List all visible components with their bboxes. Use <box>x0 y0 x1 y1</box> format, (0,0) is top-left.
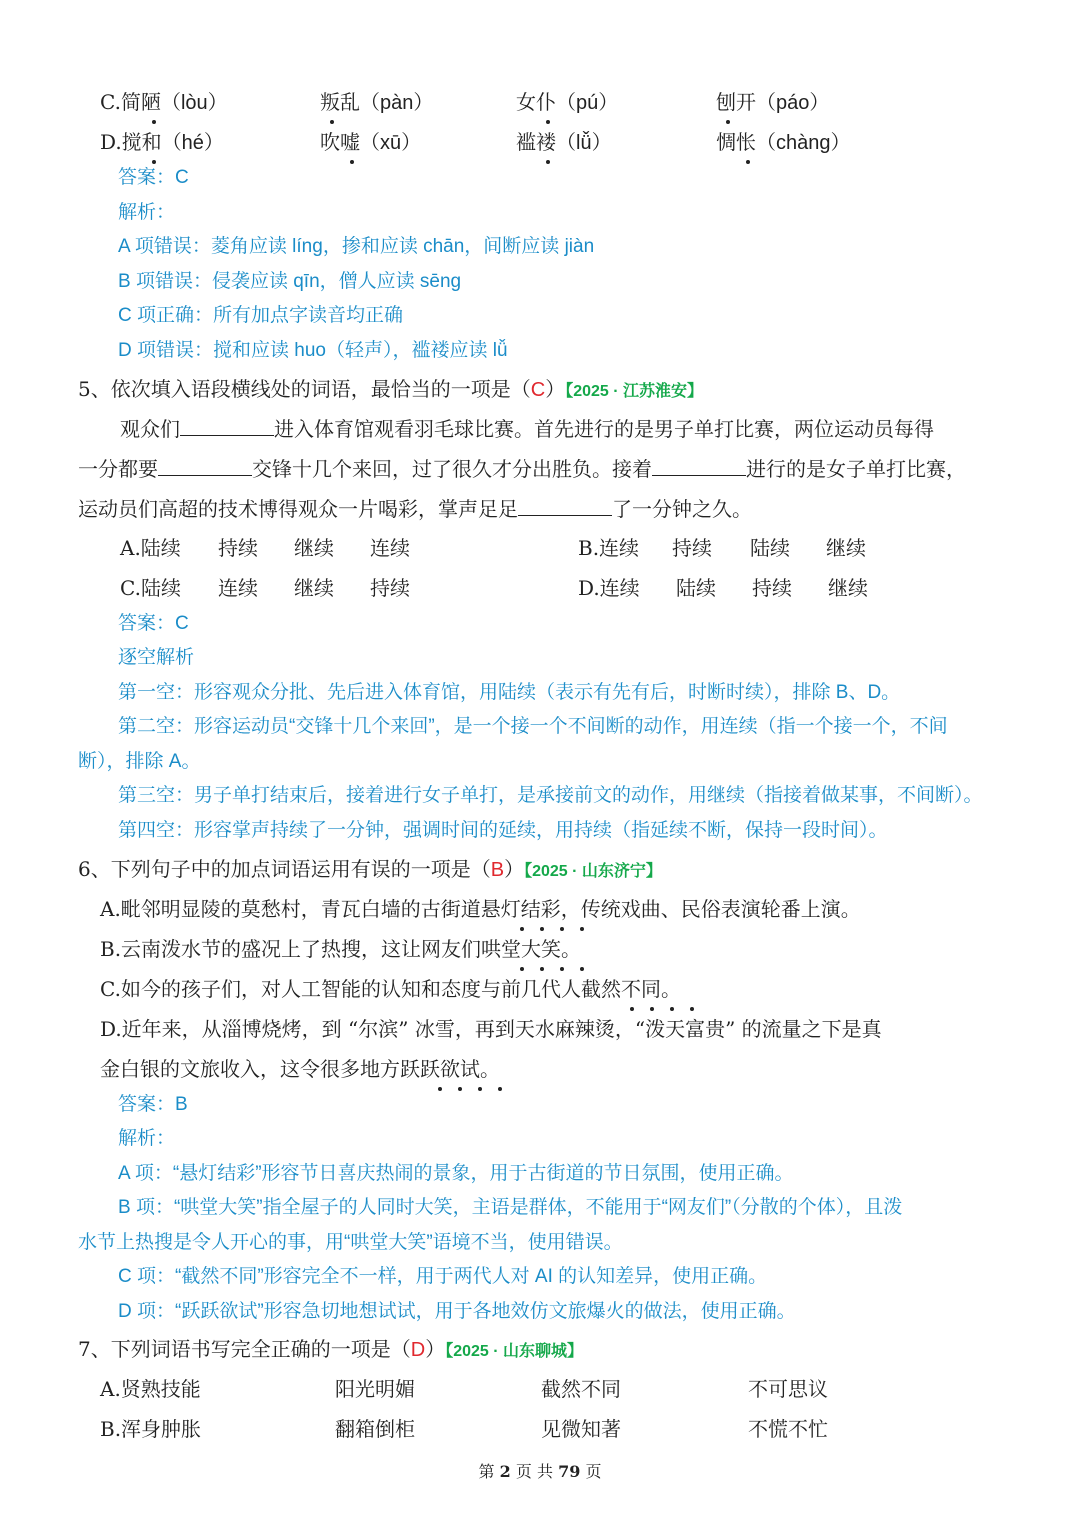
emphasis-dot <box>580 927 584 931</box>
q5-option-c-word: 持续 <box>370 576 410 600</box>
q7-option-b-word: 不慌不忙 <box>748 1417 828 1441</box>
q4-option-d-4: 惆怅（chàng） <box>716 130 851 154</box>
q4-option-c-4: 刨开（páo） <box>716 90 830 114</box>
emphasis-dot <box>540 927 544 931</box>
q7-option-b-word: 翻箱倒柜 <box>335 1417 415 1441</box>
emphasis-dot <box>560 967 564 971</box>
q4-option-c-2: 叛乱（pàn） <box>320 90 434 114</box>
q7-option-a-word: 不可思议 <box>748 1377 828 1401</box>
emphasis-dot <box>520 927 524 931</box>
q5-option-a-word: 连续 <box>370 536 410 560</box>
q6-option-c: C.如今的孩子们，对人工智能的认知和态度与前几代人截然不同。 <box>100 977 681 1001</box>
q6-option-a: A.毗邻明显陵的莫愁村，青瓦白墙的古街道悬灯结彩，传统戏曲、民俗表演轮番上演。 <box>100 897 861 921</box>
q5-option-c: C.陆续 <box>120 576 181 600</box>
q5-option-b-word: 继续 <box>826 536 866 560</box>
q4-option-d-1: D.搅和（hé） <box>100 130 224 154</box>
emphasis-dot <box>458 1087 462 1091</box>
q6-answer: 答案：B <box>118 1094 188 1115</box>
q5-analysis-line: 第四空：形容掌声持续了一分钟，强调时间的延续，用持续（指延续不断，保持一段时间）。 <box>118 820 888 841</box>
emphasis-dot <box>498 1087 502 1091</box>
fill-blank <box>180 415 274 436</box>
q6-stem: 6、下列句子中的加点词语运用有误的一项是（B）【2025 · 山东济宁】 <box>78 857 662 881</box>
emphasis-dot <box>540 967 544 971</box>
emphasis-dot <box>520 967 524 971</box>
page-total: 79 <box>558 1462 581 1481</box>
q5-answer: 答案：C <box>118 613 189 634</box>
emphasis-dot <box>546 120 550 124</box>
q4-option-c-3: 女仆（pú） <box>516 90 619 114</box>
q6-option-d-cont: 金白银的文旅收入，这令很多地方跃跃欲试。 <box>100 1057 500 1081</box>
q5-option-d-word: 持续 <box>752 576 792 600</box>
q5-passage-line-3: 运动员们高超的技术博得观众一片喝彩，掌声足足 了一分钟之久。 <box>78 497 752 521</box>
q5-stem: 5、依次填入语段横线处的词语，最恰当的一项是（C）【2025 · 江苏淮安】 <box>78 377 704 401</box>
q4-analysis-line: B 项错误：侵袭应读 qīn，僧人应读 sēng <box>118 271 462 292</box>
emphasis-dot <box>726 120 730 124</box>
q7-option-a-word: 阳光明媚 <box>335 1377 415 1401</box>
q5-option-c-word: 连续 <box>218 576 258 600</box>
fill-blank <box>652 455 746 476</box>
emphasis-dot <box>670 1007 674 1011</box>
q7-option-b: B.浑身肿胀 <box>100 1417 202 1441</box>
q6-analysis-line: 水节上热搜是令人开心的事，用“哄堂大笑”语境不当，使用错误。 <box>78 1232 623 1253</box>
emphasis-dot <box>330 120 334 124</box>
q5-passage-line-2: 一分都要 交锋十几个来回，过了很久才分出胜负。接着 进行的是女子单打比赛， <box>78 457 966 481</box>
page-number: 2 <box>499 1462 511 1481</box>
emphasis-dot <box>478 1087 482 1091</box>
q4-analysis-label: 解析： <box>118 202 176 223</box>
emphasis-dot <box>350 160 354 164</box>
q6-analysis-line: A 项：“悬灯结彩”形容节日喜庆热闹的景象，用于古街道的节日氛围，使用正确。 <box>118 1163 794 1184</box>
emphasis-dot <box>152 160 156 164</box>
emphasis-dot <box>560 927 564 931</box>
q6-analysis-line: C 项：“截然不同”形容完全不一样，用于两代人对 AI 的认知差异，使用正确。 <box>118 1266 768 1287</box>
q6-analysis-line: D 项：“跃跃欲试”形容急切地想试试，用于各地效仿文旅爆火的做法，使用正确。 <box>118 1301 796 1322</box>
q5-option-c-word: 继续 <box>294 576 334 600</box>
fill-blank <box>158 455 252 476</box>
q5-option-d-word: 陆续 <box>676 576 716 600</box>
q6-option-d: D.近年来，从淄博烧烤，到 “尔滨” 冰雪，再到天水麻辣烫，“泼天富贵” 的流量之下是真 <box>100 1017 882 1041</box>
q4-analysis-line: D 项错误：搅和应读 huo（轻声），褴褛应读 lǚ <box>118 340 508 361</box>
q5-option-d-word: 继续 <box>828 576 868 600</box>
q5-analysis-line: 第三空：男子单打结束后，接着进行女子单打，是承接前文的动作，用继续（指接着做某事，不间断）。 <box>118 785 983 806</box>
emphasis-dot <box>690 1007 694 1011</box>
q7-option-a: A.贤熟技能 <box>100 1377 201 1401</box>
q7-option-a-word: 截然不同 <box>541 1377 621 1401</box>
q7-option-b-word: 见微知著 <box>541 1417 621 1441</box>
emphasis-dot <box>630 1007 634 1011</box>
q6-analysis-line: B 项：“哄堂大笑”指全屋子的人同时大笑，主语是群体，不能用于“网友们”（分散的个体），且泼 <box>118 1197 903 1218</box>
q5-option-b: B.连续 <box>578 536 640 560</box>
q4-analysis-line: C 项正确：所有加点字读音均正确 <box>118 305 404 326</box>
q5-option-a: A.陆续 <box>120 536 181 560</box>
emphasis-dot <box>438 1087 442 1091</box>
q5-analysis-line: 断），排除 A。 <box>78 751 201 772</box>
q5-analysis-line: 第二空：形容运动员“交锋十几个来回”，是一个接一个不间断的动作，用连续（指一个接一个，不间 <box>118 716 948 737</box>
q5-option-a-word: 继续 <box>294 536 334 560</box>
q4-answer: 答案：C <box>118 167 189 188</box>
emphasis-dot <box>746 160 750 164</box>
q7-stem: 7、下列词语书写完全正确的一项是（D）【2025 · 山东聊城】 <box>78 1337 584 1361</box>
q4-option-d-3: 褴褛（lǚ） <box>516 130 612 154</box>
q5-option-b-word: 陆续 <box>750 536 790 560</box>
emphasis-dot <box>580 967 584 971</box>
page-footer: 第 2 页 共 79 页 <box>478 1462 602 1481</box>
fill-blank <box>518 495 612 516</box>
q5-option-a-word: 持续 <box>218 536 258 560</box>
q6-option-b: B.云南泼水节的盛况上了热搜，这让网友们哄堂大笑。 <box>100 937 582 961</box>
emphasis-dot <box>650 1007 654 1011</box>
q5-option-b-word: 持续 <box>672 536 712 560</box>
q5-analysis-label: 逐空解析 <box>118 647 195 668</box>
q4-option-c-1: C.简陋（lòu） <box>100 90 228 114</box>
q5-option-d: D.连续 <box>578 576 640 600</box>
emphasis-dot <box>152 120 156 124</box>
emphasis-dot <box>546 160 550 164</box>
q5-passage-line-1: 观众们 进入体育馆观看羽毛球比赛。首先进行的是男子单打比赛，两位运动员每得 <box>120 417 934 441</box>
q5-analysis-line: 第一空：形容观众分批、先后进入体育馆，用陆续（表示有先有后，时断时续），排除 B、D。 <box>118 682 901 703</box>
q4-analysis-line: A 项错误：菱角应读 líng，掺和应读 chān，间断应读 jiàn <box>118 236 595 257</box>
q6-analysis-label: 解析： <box>118 1128 176 1149</box>
q4-option-d-2: 吹嘘（xū） <box>320 130 422 154</box>
